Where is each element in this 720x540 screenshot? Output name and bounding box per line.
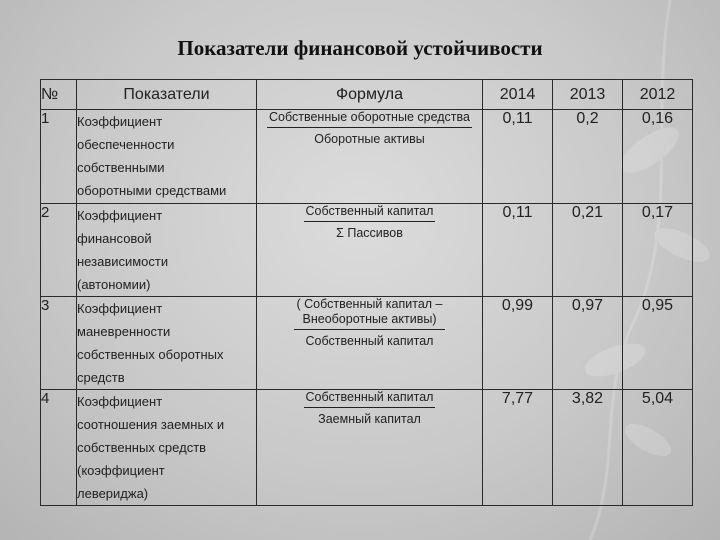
formula-numerator: Собственный капитал (304, 390, 436, 408)
formula-numerator (294, 297, 444, 330)
formula-numerator-line: ( Собственный капитал – (296, 297, 443, 311)
indicator-line: Коэффициент (77, 394, 163, 409)
value-2012: 0,16 (623, 110, 693, 204)
value-2012: 0,17 (623, 204, 693, 297)
table-row (41, 110, 693, 204)
indicator-name (77, 297, 257, 390)
formula (257, 390, 483, 506)
value-2014: 7,77 (483, 390, 553, 506)
value-2013: 0,2 (553, 110, 623, 204)
indicator-name (77, 204, 257, 297)
indicator-line: Коэффициент (77, 208, 163, 223)
indicator-line: соотношения заемных и (77, 417, 225, 432)
value-2014: 0,11 (483, 110, 553, 204)
table-row (41, 390, 693, 506)
header-year-2013: 2013 (553, 80, 623, 110)
indicator-line: маневренности (77, 324, 171, 339)
indicator-line: левериджа) (77, 486, 149, 501)
formula-numerator: Собственный капитал (304, 204, 436, 222)
header-year-2014: 2014 (483, 80, 553, 110)
table-row (41, 297, 693, 390)
value-2013: 3,82 (553, 390, 623, 506)
formula (257, 204, 483, 297)
table-row (41, 204, 693, 297)
financial-stability-table (40, 79, 693, 506)
formula-denominator: Оборотные активы (314, 132, 425, 146)
page-title: Показатели финансовой устойчивости (177, 36, 543, 60)
indicator-line: независимости (77, 254, 169, 269)
indicator-line: Коэффициент (77, 301, 163, 316)
value-2012: 0,95 (623, 297, 693, 390)
indicator-line: (автономии) (77, 277, 151, 292)
formula (257, 297, 483, 390)
formula-denominator: Заемный капитал (318, 412, 421, 426)
indicator-line: Коэффициент (77, 114, 163, 129)
formula-denominator: Собственный капитал (305, 334, 434, 348)
indicator-line: собственных средств (77, 440, 207, 455)
indicator-name (77, 390, 257, 506)
indicator-line: средств (77, 370, 125, 385)
row-number: 4 (41, 390, 77, 506)
header-formula: Формула (257, 80, 483, 110)
indicator-line: финансовой (77, 231, 152, 246)
indicator-name (77, 110, 257, 204)
value-2014: 0,99 (483, 297, 553, 390)
value-2013: 0,97 (553, 297, 623, 390)
formula-denominator: Σ Пассивов (336, 226, 403, 240)
formula-numerator: Собственные оборотные средства (267, 110, 472, 128)
row-number: 3 (41, 297, 77, 390)
header-year-2012: 2012 (623, 80, 693, 110)
table-header-row (41, 80, 693, 110)
value-2013: 0,21 (553, 204, 623, 297)
row-number: 2 (41, 204, 77, 297)
indicator-line: оборотными средствами (77, 183, 227, 198)
value-2012: 5,04 (623, 390, 693, 506)
header-number: № (41, 80, 77, 110)
indicator-line: собственными (77, 160, 165, 175)
indicator-line: обеспеченности (77, 137, 175, 152)
indicator-line: собственных оборотных (77, 347, 224, 362)
header-indicators: Показатели (77, 80, 257, 110)
value-2014: 0,11 (483, 204, 553, 297)
formula-numerator-line: Внеоборотные активы) (302, 312, 437, 326)
row-number: 1 (41, 110, 77, 204)
formula (257, 110, 483, 204)
indicator-line: (коэффициент (77, 463, 165, 478)
